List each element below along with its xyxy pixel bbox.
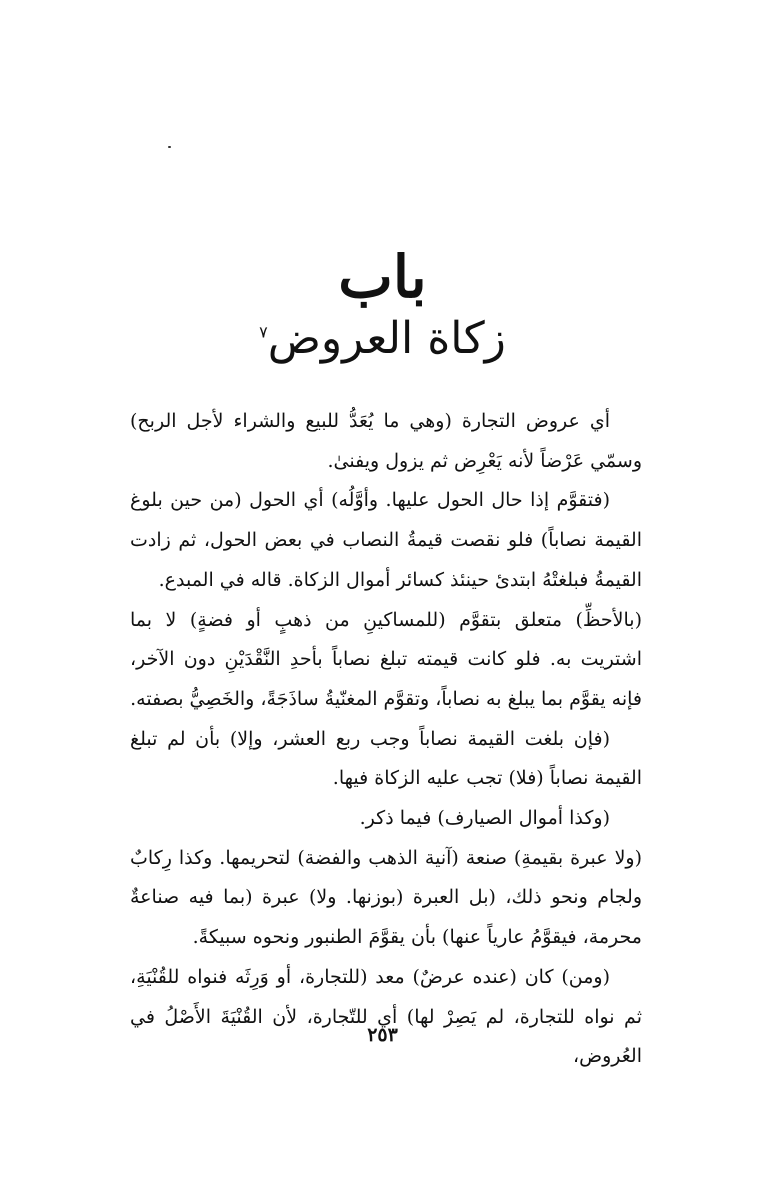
paragraph-7: (ومن) كان (عنده عرضٌ) معد (للتجارة، أو وَرِثَه فنواه للقُنْيَةِ، ثم نواه للتجارة، لم يَصِرْ لها) أي للتّجارة، لأن القُنْيَةَ الأَصْلُ في العُروض، [130,965,642,1068]
body-text [130,402,642,1077]
page-number: ٢٥٣ [367,1024,398,1046]
chapter-heading: باب [338,243,427,311]
paragraph-2: (فتقوَّم إذا حال الحول عليها. وأوَّلُه) أي الحول (من حين بلوغ القيمة نصاباً) فلو نقصت قيمةُ النصاب في بعض الحول، ثم زادت القيمةُ فبلغتْهُ ابتدئ حينئذ كسائر أموال الزكاة. قاله في المبدع. [130,489,642,591]
chapter-subtitle [0,315,765,363]
chapter-subtitle-text: زكاة العروض [267,313,506,364]
paragraph-4: (فإن بلغت القيمة نصاباً وجب ربع العشر، وإلا) بأن لم تبلغ القيمة نصاباً (فلا) تجب عليه الزكاة فيها. [130,727,642,790]
footnote-marker: ٧ [259,322,268,342]
paragraph-5: (وكذا أموال الصيارف) فيما ذكر. [359,807,610,830]
paragraph-1: أي عروض التجارة (وهي ما يُعَدُّ للبيع والشراء لأجل الربح) وسمّي عَرْضاً لأنه يَعْرِض ثم يزول ويفنىٰ. [130,410,642,472]
paragraph-3: (بالأحظِّ) متعلق بتقوَّم (للمساكينِ من ذهبٍ أو فضةٍ) لا بما اشتريت به. فلو كانت قيمته تبلغ نصاباً بأحدِ النَّقْدَيْنِ دون الآخر، فإنه يقوَّم بما يبلغ به نصاباً، وتقوَّم المغنّيةُ ساذَجَةً، والخَصِيُّ بصفته. [130,608,642,710]
print-speck [168,146,171,148]
paragraph-6: (ولا عبرة بقيمةِ) صنعة (آنية الذهب والفضة) لتحريمها. وكذا رِكابٌ ولجام ونحو ذلك، (بل العبرة (بوزنها. ولا) عبرة (بما فيه صناعةٌ محرمة، فيقوَّمُ عارياً عنها) بأن يقوَّمَ الطنبور ونحوه سبيكةً. [130,846,642,949]
